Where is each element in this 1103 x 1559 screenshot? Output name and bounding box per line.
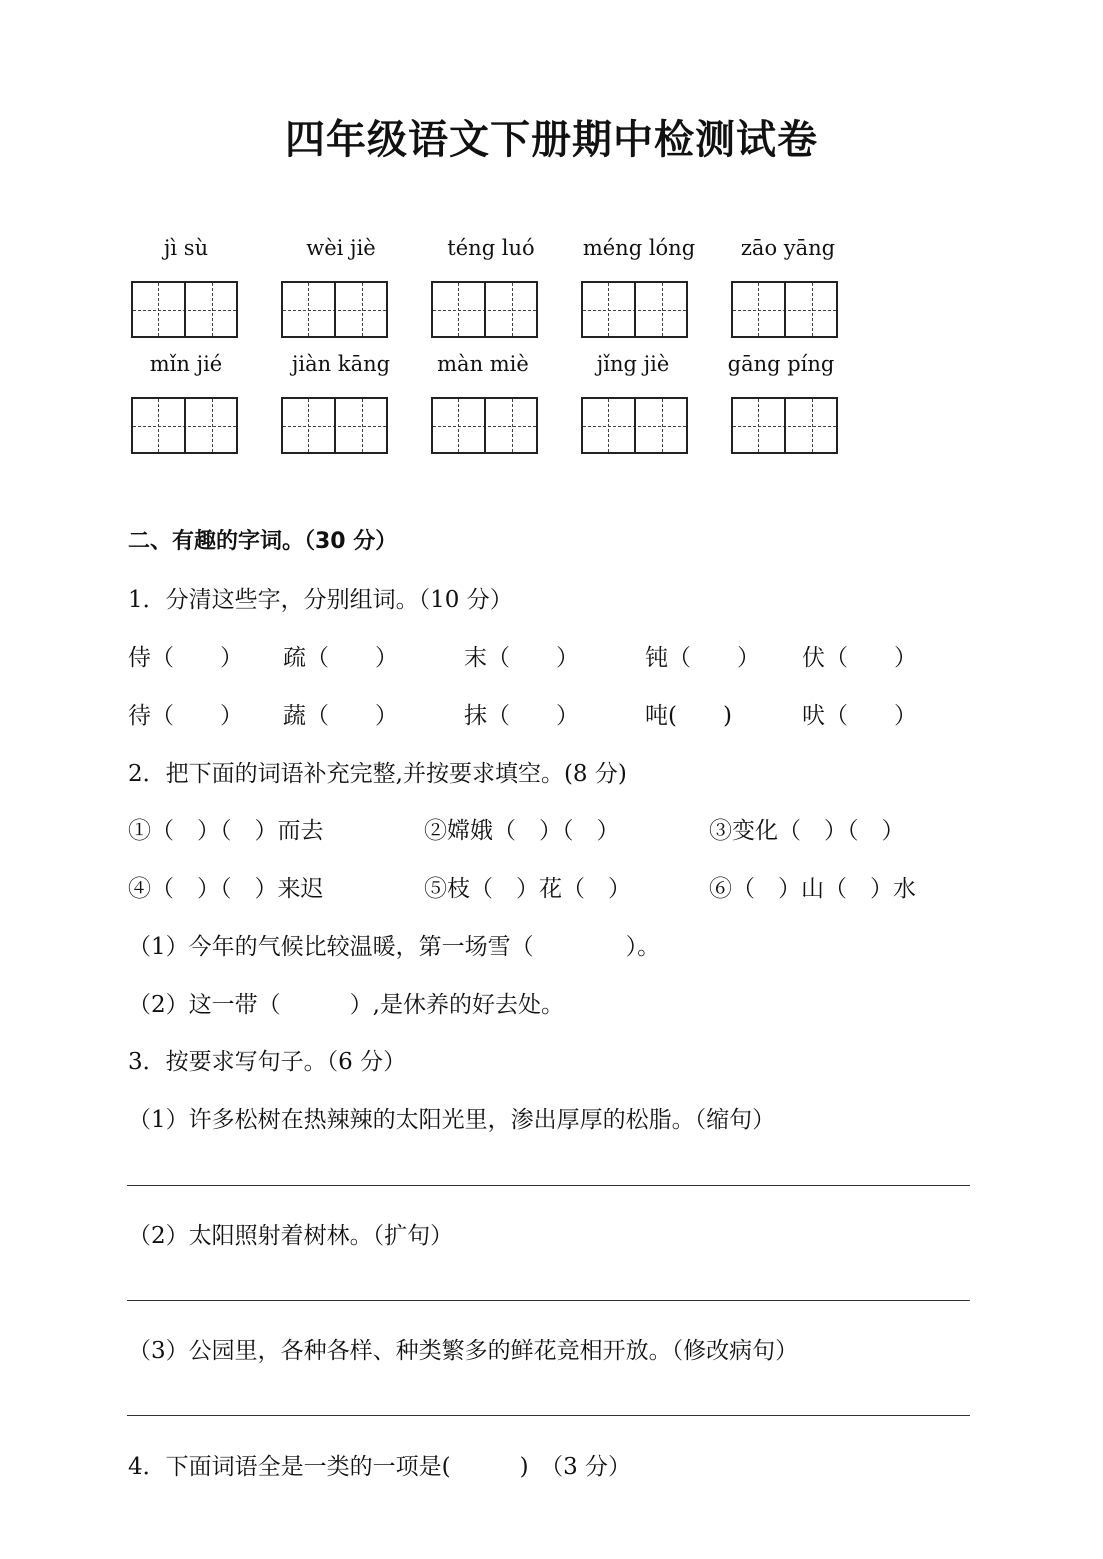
sentence-task: （1）许多松树在热辣辣的太阳光里，渗出厚厚的松脂。（缩句）: [128, 1107, 776, 1133]
question-prompt: 2．把下面的词语补充完整,并按要求填空。(8 分): [128, 761, 627, 787]
sentence-task: （2）太阳照射着树林。（扩句）: [128, 1223, 454, 1249]
word-blank[interactable]: 蔬（ ）: [283, 703, 398, 729]
writing-grid[interactable]: [131, 397, 238, 454]
pinyin-label: mǐn jié: [149, 352, 223, 376]
pinyin-label: màn miè: [437, 352, 529, 376]
writing-grid[interactable]: [731, 281, 838, 338]
answer-line[interactable]: [127, 1415, 970, 1416]
idiom-blank[interactable]: ①（ ）（ ）而去: [128, 818, 324, 844]
answer-line[interactable]: [127, 1300, 970, 1301]
question-prompt: 1．分清这些字，分别组词。（10 分）: [128, 587, 513, 613]
writing-grid[interactable]: [581, 281, 688, 338]
word-blank[interactable]: 疏（ ）: [283, 645, 398, 671]
fill-in-sentence[interactable]: （1）今年的气候比较温暖，第一场雪（ ）。: [128, 934, 661, 960]
pinyin-label: zāo yāng: [740, 236, 836, 260]
pinyin-label: gāng píng: [727, 352, 835, 376]
idiom-blank[interactable]: ⑥（ ）山（ ）水: [709, 876, 916, 902]
word-blank[interactable]: 抹（ ）: [464, 703, 579, 729]
pinyin-label: jǐng jiè: [596, 352, 670, 376]
writing-grid[interactable]: [581, 397, 688, 454]
answer-line[interactable]: [127, 1185, 970, 1186]
writing-grid[interactable]: [281, 397, 388, 454]
word-blank[interactable]: 待（ ）: [128, 703, 243, 729]
word-blank[interactable]: 吠（ ）: [802, 703, 917, 729]
fill-in-sentence[interactable]: （2）这一带（ ）,是休养的好去处。: [128, 992, 564, 1018]
word-blank[interactable]: 侍（ ）: [128, 645, 243, 671]
pinyin-label: jì sù: [163, 236, 209, 260]
question-prompt: 3．按要求写句子。（6 分）: [128, 1049, 407, 1075]
writing-grid[interactable]: [131, 281, 238, 338]
page-title: 四年级语文下册期中检测试卷: [285, 117, 818, 163]
section-heading: 二、有趣的字词。（30 分）: [128, 529, 398, 554]
idiom-blank[interactable]: ②嫦娥（ ）（ ）: [424, 818, 620, 844]
pinyin-label: wèi jiè: [306, 236, 376, 260]
word-blank[interactable]: 吨( ): [645, 703, 732, 729]
writing-grid[interactable]: [431, 397, 538, 454]
sentence-task: （3）公园里，各种各样、种类繁多的鲜花竞相开放。（修改病句）: [128, 1338, 799, 1364]
question-prompt: 4．下面词语全是一类的一项是( ) （3 分）: [128, 1454, 632, 1480]
writing-grid[interactable]: [281, 281, 388, 338]
pinyin-label: méng lóng: [582, 236, 696, 260]
idiom-blank[interactable]: ④（ ）（ ）来迟: [128, 876, 324, 902]
pinyin-label: jiàn kāng: [291, 352, 391, 376]
pinyin-label: téng luó: [447, 236, 535, 260]
idiom-blank[interactable]: ③变化（ ）（ ）: [709, 818, 905, 844]
word-blank[interactable]: 钝（ ）: [645, 645, 760, 671]
word-blank[interactable]: 伏（ ）: [802, 645, 917, 671]
writing-grid[interactable]: [731, 397, 838, 454]
writing-grid[interactable]: [431, 281, 538, 338]
word-blank[interactable]: 末（ ）: [464, 645, 579, 671]
idiom-blank[interactable]: ⑤枝（ ）花（ ）: [424, 876, 631, 902]
